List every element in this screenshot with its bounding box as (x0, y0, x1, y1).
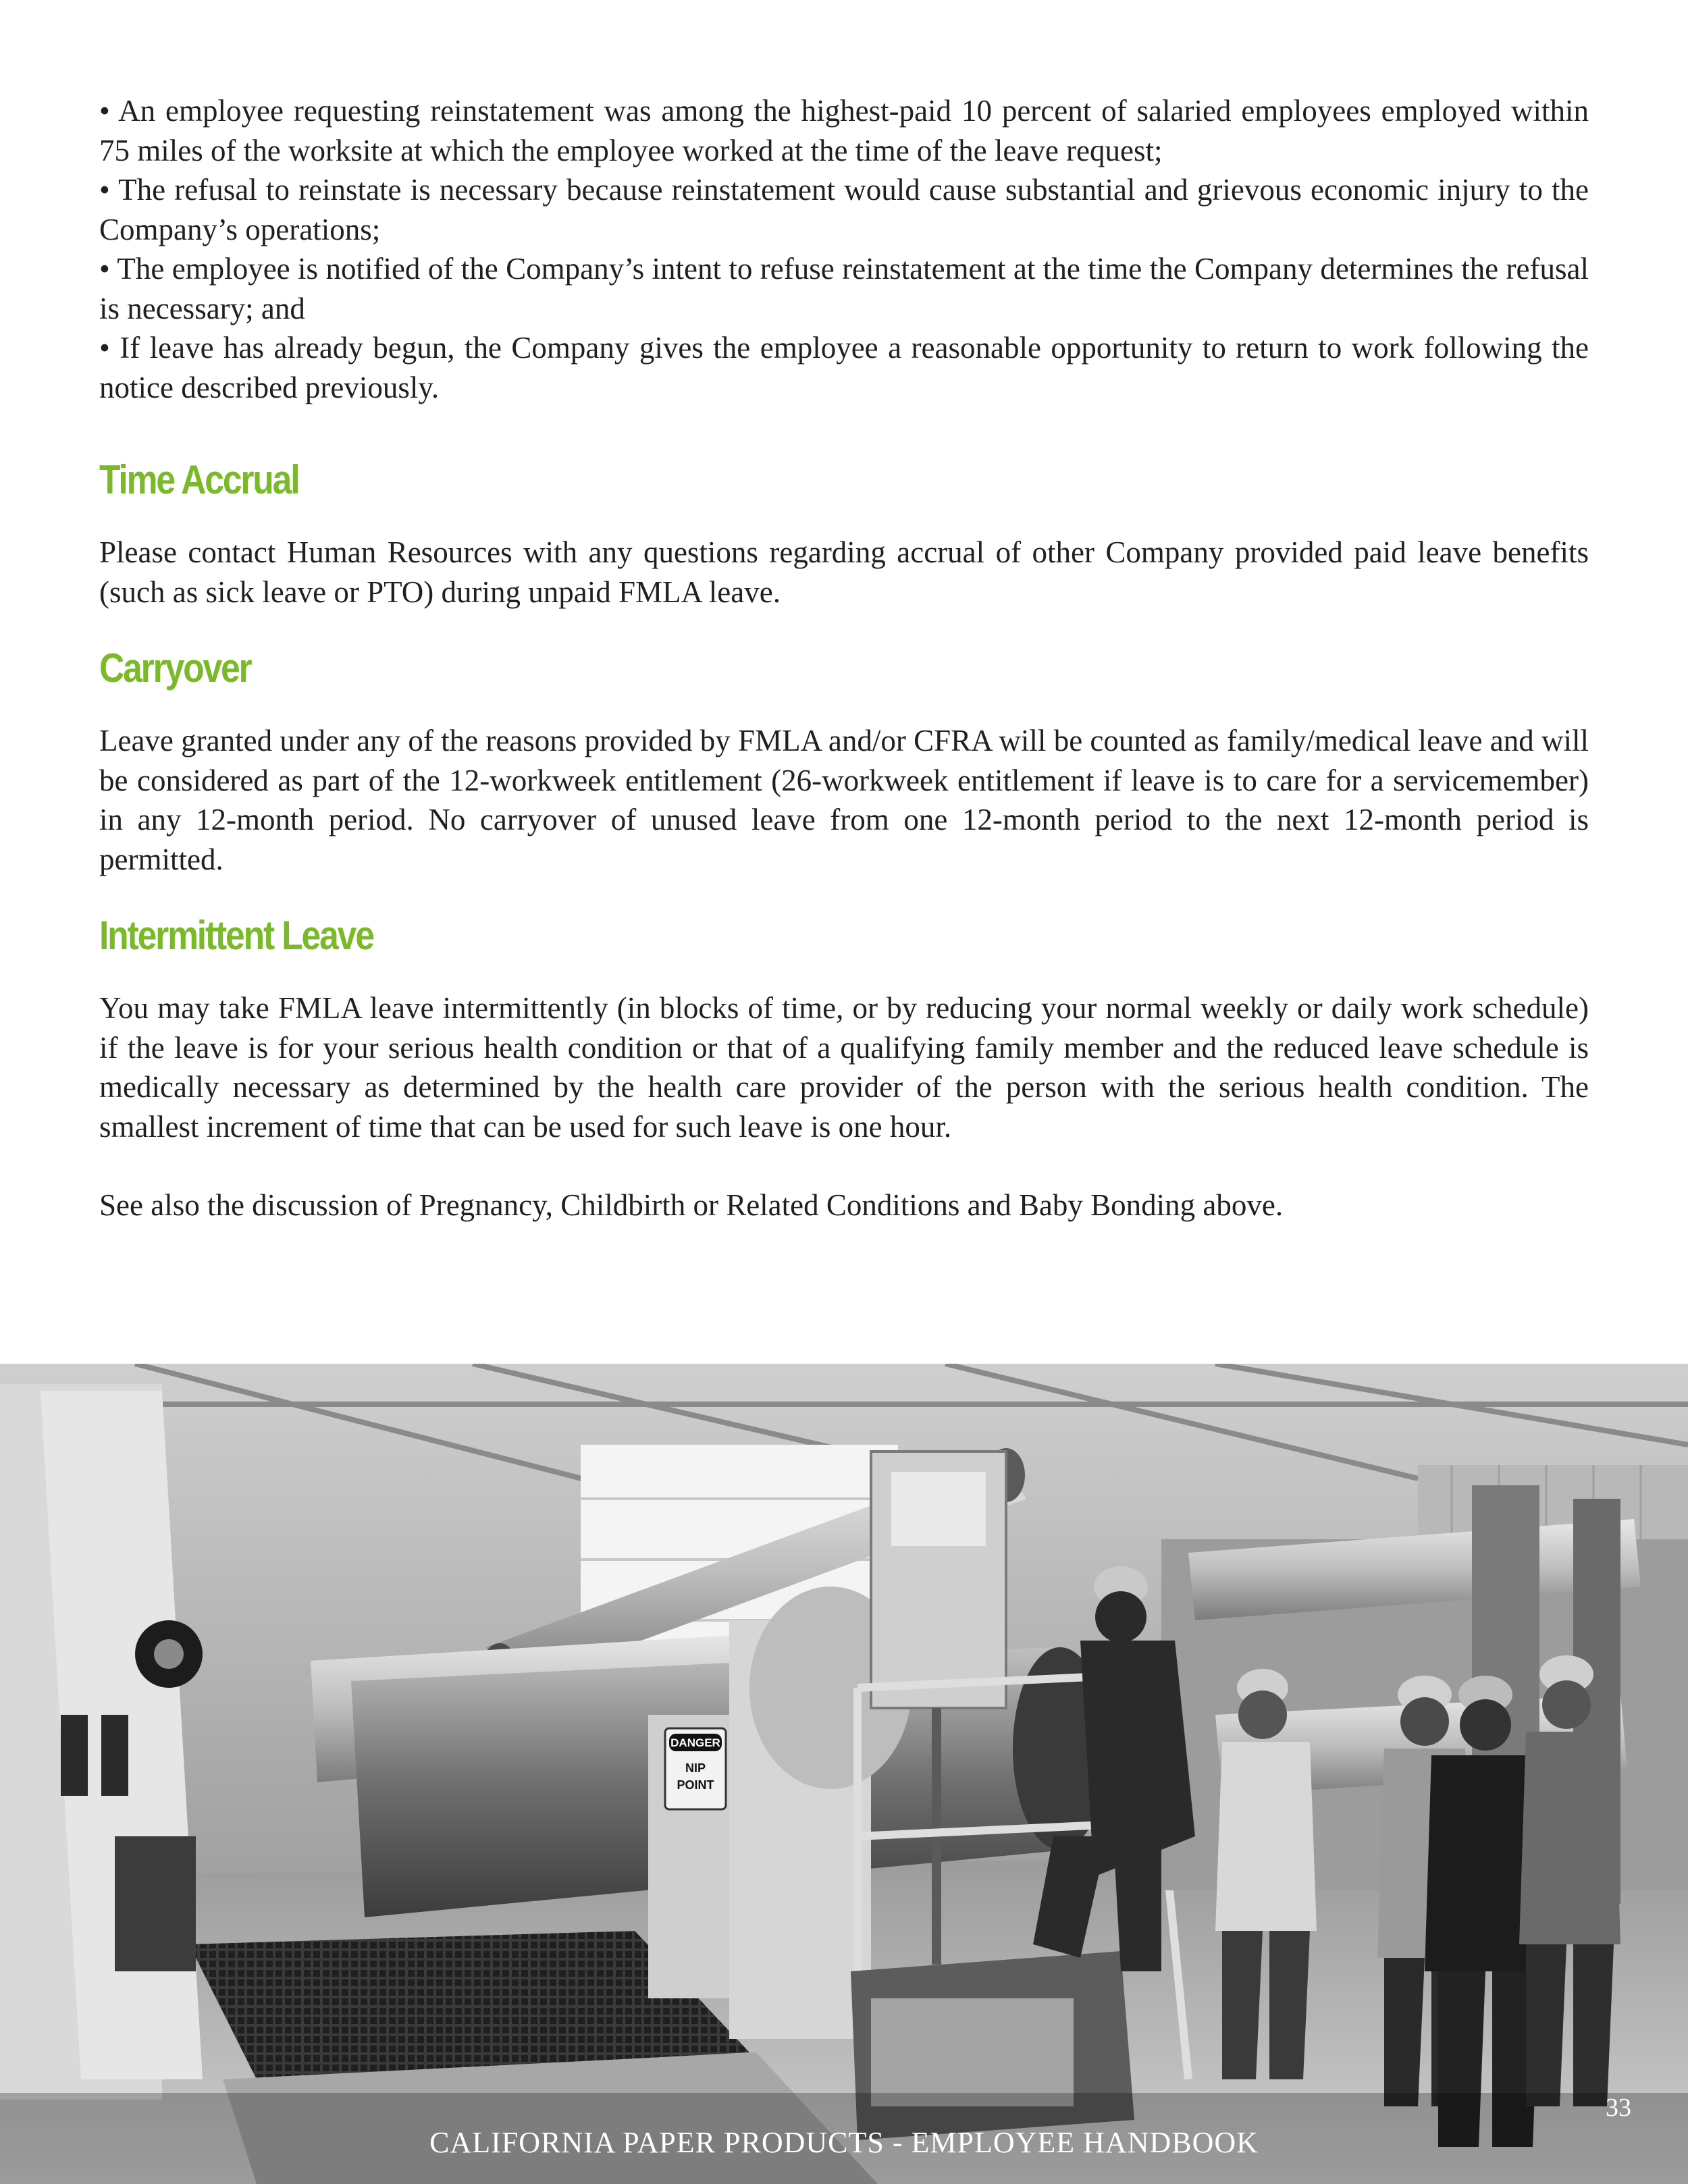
danger-sign (665, 1728, 726, 1809)
danger-sign-text-1: NIP (685, 1761, 706, 1775)
intermittent-leave-paragraph: You may take FMLA leave intermittently (in blocks of time, or by reducing your normal weekly or daily work schedule) if the leave is for your serious health condition or that of a qualifying family member and the reduced leave schedule is medically necessary as determined by the health care provider of the person with the serious health condition. The smallest increment of time that can be used for such leave is one hour. (99, 991, 1589, 1144)
footer-title: CALIFORNIA PAPER PRODUCTS - EMPLOYEE HANDBOOK (429, 2126, 1259, 2159)
page-number: 33 (1606, 2094, 1631, 2122)
see-also-paragraph: See also the discussion of Pregnancy, Childbirth or Related Conditions and Baby Bonding above. (99, 1188, 1284, 1222)
section-heading-intermittent-leave: Intermittent Leave (99, 913, 373, 958)
carryover-paragraph: Leave granted under any of the reasons provided by FMLA and/or CFRA will be counted as family/medical leave and will be considered as part of the 12-workweek entitlement (26-workweek entitlement if leave is to care for a servicemember) in any 12-month period. No carryover of unused leave from one 12-month period to the next 12-month period is permitted. (99, 724, 1589, 876)
reinstatement-conditions-list (99, 91, 1589, 407)
list-item: • The employee is notified of the Company’s intent to refuse reinstatement at the time the Company determines the refusal is necessary; and (99, 252, 1589, 325)
list-item: • If leave has already begun, the Company gives the employee a reasonable opportunity to return to work following the notice described previously. (99, 331, 1589, 404)
list-item: • The refusal to reinstate is necessary because reinstatement would cause substantial and grievous economic injury to the Company’s operations; (99, 173, 1589, 246)
section-heading-carryover: Carryover (99, 645, 251, 691)
list-item: • An employee requesting reinstatement was among the highest-paid 10 percent of salaried employees employed within 75 miles of the worksite at which the employee worked at the time of the leave request; (99, 94, 1589, 167)
page-content (99, 91, 1589, 1225)
factory-photo (0, 1364, 1688, 2184)
factory-photo-illustration (0, 1364, 1688, 2184)
danger-sign-text-2: POINT (677, 1778, 714, 1792)
section-heading-time-accrual: Time Accrual (99, 457, 299, 502)
danger-sign-label: DANGER (670, 1736, 720, 1749)
time-accrual-paragraph: Please contact Human Resources with any questions regarding accrual of other Company provided paid leave benefits (such as sick leave or PTO) during unpaid FMLA leave. (99, 535, 1589, 609)
